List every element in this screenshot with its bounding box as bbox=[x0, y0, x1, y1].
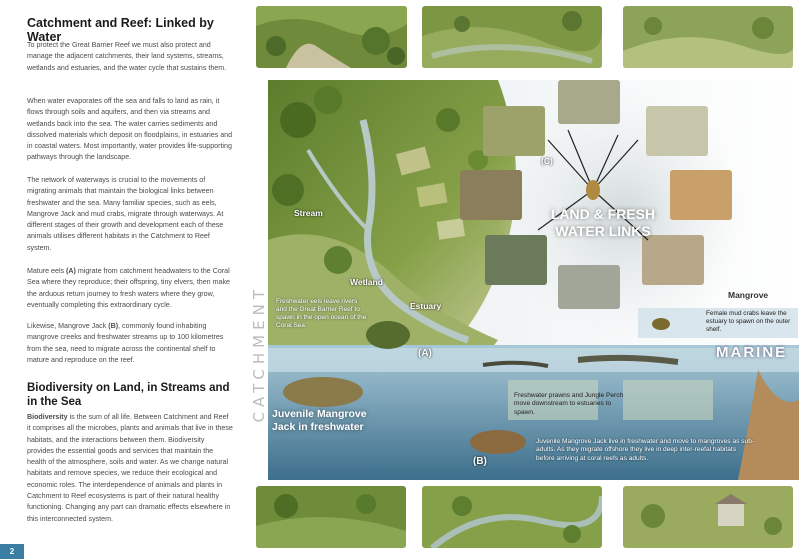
farm-settlement-thumb bbox=[623, 486, 793, 548]
biodiversity-heading: Biodiversity on Land, in Streams and in the Sea bbox=[27, 382, 230, 408]
wetland-label: Wetland bbox=[350, 277, 383, 287]
illustration-panel bbox=[248, 0, 799, 559]
estuary-label: Estuary bbox=[410, 301, 442, 311]
page-number: 2 bbox=[0, 544, 24, 559]
prawn-note: Freshwater prawns and Jungle Perch move downstream to estuaries to spawn. bbox=[514, 392, 624, 416]
river-floodplain-thumb bbox=[422, 486, 602, 548]
jack-paragraph bbox=[27, 321, 233, 366]
catchment-to-reef-scene bbox=[268, 80, 799, 480]
water-links-line: WATER LINKS bbox=[555, 223, 651, 239]
forest-stream-thumb bbox=[256, 486, 406, 548]
eel-note: Freshwater eels leave rivers and the Great Barrier Reef to spawn in the open ocean of the Coral Sea. bbox=[276, 298, 367, 329]
juvenile-line-1: Juvenile Mangrove bbox=[272, 408, 367, 420]
b-label: (B) bbox=[473, 456, 487, 467]
jack-note: Juvenile Mangrove Jack live in freshwater and move to mangroves as sub-adults. As they migrate offshore they live in deep inter-reefal habitats before arriving at coral reefs as adults. bbox=[536, 438, 755, 462]
catchment-vertical-label: CATCHMENT bbox=[250, 285, 268, 423]
eel-paragraph bbox=[27, 266, 233, 311]
a-label: (A) bbox=[418, 348, 432, 359]
mangrove-label: Mangrove bbox=[728, 290, 769, 300]
land-fresh-line: LAND & FRESH bbox=[550, 206, 656, 222]
marine-label: MARINE bbox=[716, 344, 788, 361]
eel-paragraph-pre: Mature eels bbox=[27, 267, 67, 275]
jack-paragraph-marker: (B) bbox=[108, 322, 119, 330]
c-label: (C) bbox=[541, 156, 553, 166]
intro-paragraph: To protect the Great Barrier Reef we must also protect and manage the adjacent catchments, their land systems, streams, wetlands and estuaries, and the water cycle that sustains them. bbox=[27, 41, 227, 72]
biodiversity-term: Biodiversity bbox=[27, 413, 68, 421]
eel-paragraph-post: migrate from catchment headwaters to the Coral Sea where they reproduce; their offspring, tiny elvers, then make the arduous return journey to fresh waters where they grow, eventually completing this extraordinary cycle. bbox=[27, 267, 230, 309]
jack-paragraph-pre: Likewise, Mangrove Jack bbox=[27, 322, 109, 330]
rainforest-aerial-thumb bbox=[256, 6, 407, 68]
juvenile-jack-title bbox=[272, 408, 412, 433]
stream-label: Stream bbox=[294, 208, 323, 218]
biodiversity-text: is the sum of all life. Between Catchment and Reef it comprises all the microbes, plants and animals that live in these habitats, and the interactions between them. Biodiversity provides the essential goods and services that maintain the health of the atmosphere, soils and water. As we change natural habitats and remove species, we reduce their ecological and economic roles. The interdependence of animals and plants in Catchment to Reef ecosystems is part of their natural healthy functioning. Changing any part can dramatic effects elsewhere in this interconnected system. bbox=[27, 413, 233, 523]
eel-paragraph-marker: (A) bbox=[66, 267, 76, 275]
page-title: Catchment and Reef: Linked by Water bbox=[27, 16, 214, 44]
text-column bbox=[0, 0, 248, 559]
biodiversity-paragraph bbox=[27, 412, 233, 525]
waterways-paragraph: The network of waterways is crucial to the movements of migrating animals that maintain the biological links between freshwater and the sea. Many familiar species, such as eels, Mangrove Jack and mud crabs, migrate through waterways. At different stages of their growth and development each of these animals utilises different habitats in the Catchment to Reef system. bbox=[27, 176, 224, 252]
crab-note: Female mud crabs leave the estuary to spawn on the outer shelf. bbox=[706, 310, 791, 333]
water-cycle-paragraph: When water evaporates off the sea and falls to land as rain, it flows through soils and aquifers, and then via streams and wetlands back into the sea. The water carries sediments and dissolved materials which deposit on floodplains, in estuaries and in coastal waters. Most importantly, water provides life-supporting pathways through the landscape. bbox=[27, 97, 233, 162]
land-fresh-water-links-title bbox=[518, 206, 688, 240]
wetland-aerial-thumb bbox=[422, 6, 602, 68]
jack-paragraph-post: , commonly found inhabiting mangrove creeks and freshwater streams up to 100 kilometres from the sea, need to migrate across the continental shelf to mature and reproduce on the reef. bbox=[27, 322, 224, 364]
estuary-aerial-thumb bbox=[623, 6, 793, 68]
juvenile-line-2: Jack in freshwater bbox=[272, 420, 364, 433]
